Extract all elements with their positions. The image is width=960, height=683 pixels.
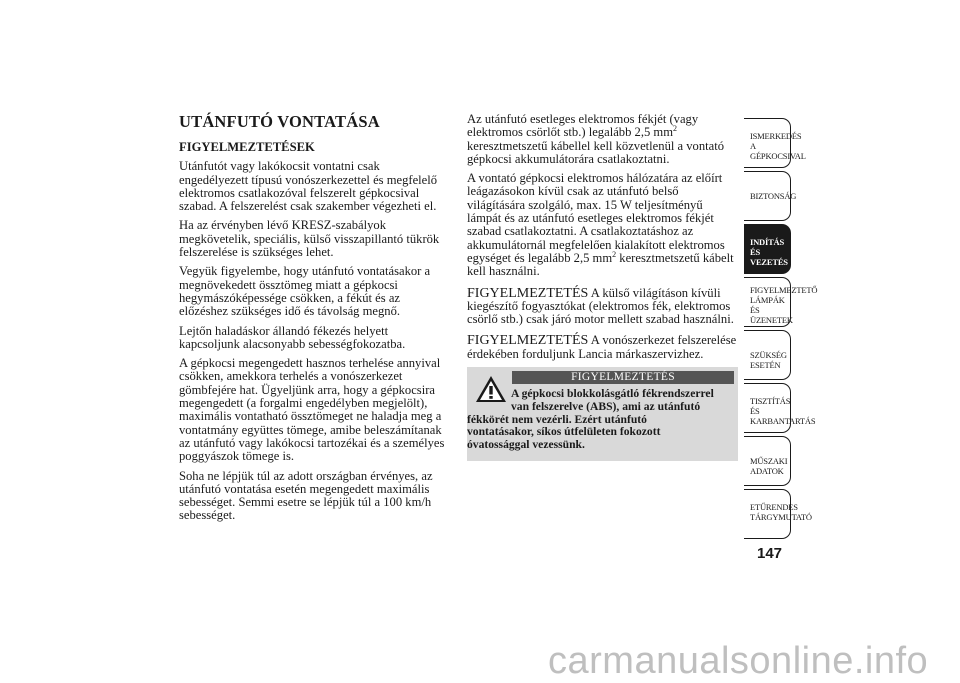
tab-label: TÁRGYMUTATÓ — [750, 512, 812, 522]
text-span: Az utánfutó esetleges elektromos fékjét (vagy elektromos csörlőt stb.) legalább 2,5 mm — [467, 112, 699, 140]
paragraph — [467, 113, 739, 166]
tab-figyelmezteto-lampak[interactable] — [744, 277, 818, 327]
tab-label: BIZTONSÁG — [750, 191, 797, 201]
tab-label: KARBANTARTÁS — [750, 416, 816, 426]
paragraph: Utánfutót vagy lakókocsit vontatni csak engedélyezett típusú vonószerkezettel és megfelelő elektromos csatlakozóval felszerelt gépkocsival szabad. A felszerelést csak szakember végezheti el. — [179, 159, 438, 214]
tab-muszaki-adatok[interactable] — [744, 436, 791, 486]
tab-label: FIGYELMEZTETŐ — [750, 285, 818, 295]
tab-label: ETŰRENDES — [750, 502, 798, 512]
warning-line: van felszerelve (ABS), ami az utánfutó — [511, 399, 701, 413]
tab-label: LÁMPÁK ÉS — [750, 295, 785, 315]
warning-header: FIGYELMEZTETÉS — [512, 371, 734, 384]
paragraph: Soha ne lépjük túl az adott országban érvényes, az utánfutó vontatása esetén megengedett maximális sebességet. Semmi esetre se lépjük túl a 100 km/h sebességet. — [179, 468, 433, 523]
text-span: A vonószerkezet felszerelése érdekében forduljunk Lancia márkaszervizhez. — [467, 333, 737, 361]
note-paragraph — [467, 334, 739, 361]
chapter-tabs — [744, 118, 818, 541]
tab-label: GÉPKOCSIVAL — [750, 151, 806, 161]
paragraph: A gépkocsi megengedett hasznos terhelése annyival csökken, amekkora terhelés a vonószerkezet gömbfejére hat. Ügyeljünk arra, hogy a gépkocsira megengedett (a forgalmi engedélyben megjelölt), maximális vontatható össztömeget ne haladja meg a vontatmány együttes tömege, amibe beleszámítanak az utánfutó vagy lakókocsi tartozékai és a személyes poggyászok tömege is. — [179, 356, 445, 464]
text-span: A külső világításon kívüli kiegészítő fogyasztókat (elektromos fék, elektromos csörlő stb.) csak járó motor mellett szabad használni. — [467, 285, 734, 327]
note-paragraph — [467, 287, 739, 327]
right-column — [467, 113, 739, 367]
warning-line: fékkörét nem vezérli. Ezért utánfutó — [467, 412, 647, 426]
section-title: UTÁNFUTÓ VONTATÁSA — [179, 112, 380, 131]
tab-tisztitas-karbantartas[interactable] — [744, 383, 816, 433]
watermark: carmanualsonline.info — [548, 640, 929, 682]
text-span: A vontató gépkocsi elektromos hálózatára az előírt leágazásokon kívül csak az utánfutó belső világítására szolgáló, max. 15 W teljesítményű lámpát és az utánfutó esetleges elektromos fékjét szabad csatlakoztatni. A csatlakoztatáshoz az akkumulátornál megfelelően kialakított elektromos egységet és legalább 2,5 mm — [467, 171, 725, 265]
note-label: FIGYELMEZTETÉS — [467, 285, 589, 301]
warning-box — [467, 367, 738, 461]
warning-line: óvatossággal vezessünk. — [467, 438, 585, 452]
paragraph: Lejtőn haladáskor állandó fékezés helyett kapcsoljunk alacsonyabb sebességfokozatba. — [179, 323, 406, 351]
superscript: 2 — [673, 124, 678, 134]
superscript: 2 — [612, 249, 617, 259]
page-number: 147 — [757, 545, 783, 562]
tab-label: MŰSZAKI ADATOK — [750, 456, 788, 476]
tab-label: VEZETÉS — [750, 257, 788, 267]
tab-label: ÜZENETEK — [750, 315, 793, 325]
left-column — [179, 113, 451, 529]
text-span: keresztmetszetű kábelt kell használni. — [467, 250, 734, 279]
warning-text — [467, 388, 737, 452]
tab-label: SZÜKSÉG ESETÉN — [750, 350, 787, 370]
tab-label: TISZTÍTÁS ÉS — [750, 396, 791, 416]
tab-label: INDÍTÁS ÉS — [750, 237, 785, 257]
text-span: keresztmetszetű kábellel kell közvetlenül a vontató gépkocsi akkumulátorára csatlakoztatni. — [467, 138, 725, 166]
tab-label: ISMERKEDÉS A — [750, 131, 802, 151]
subsection-title: FIGYELMEZTETÉSEK — [179, 140, 315, 154]
paragraph — [467, 172, 739, 278]
tab-targymutato[interactable] — [744, 489, 812, 539]
tab-biztonsag[interactable] — [744, 171, 797, 221]
warning-line: vontatásakor, síkos útfelületen fokozott — [467, 425, 661, 439]
paragraph: Ha az érvényben lévő KRESZ-szabályok megkövetelik, speciális, külső visszapillantó tükrök felszerelése is szükséges lehet. — [179, 218, 440, 260]
tab-szukseg-eseten[interactable] — [744, 330, 791, 380]
tab-inditas-es-vezetes[interactable] — [744, 224, 791, 274]
note-label: FIGYELMEZTETÉS — [467, 333, 589, 349]
warning-line: A gépkocsi blokkolásgátló fékrendszerrel — [511, 387, 714, 400]
paragraph: Vegyük figyelembe, hogy utánfutó vontatásakor a megnövekedett össztömeg miatt a gépkocsi hegymászóképessége csökken, a fékút és az előzéshez szükséges idő és távolság megnő. — [179, 264, 431, 319]
tab-ismerkedes[interactable] — [744, 118, 806, 168]
